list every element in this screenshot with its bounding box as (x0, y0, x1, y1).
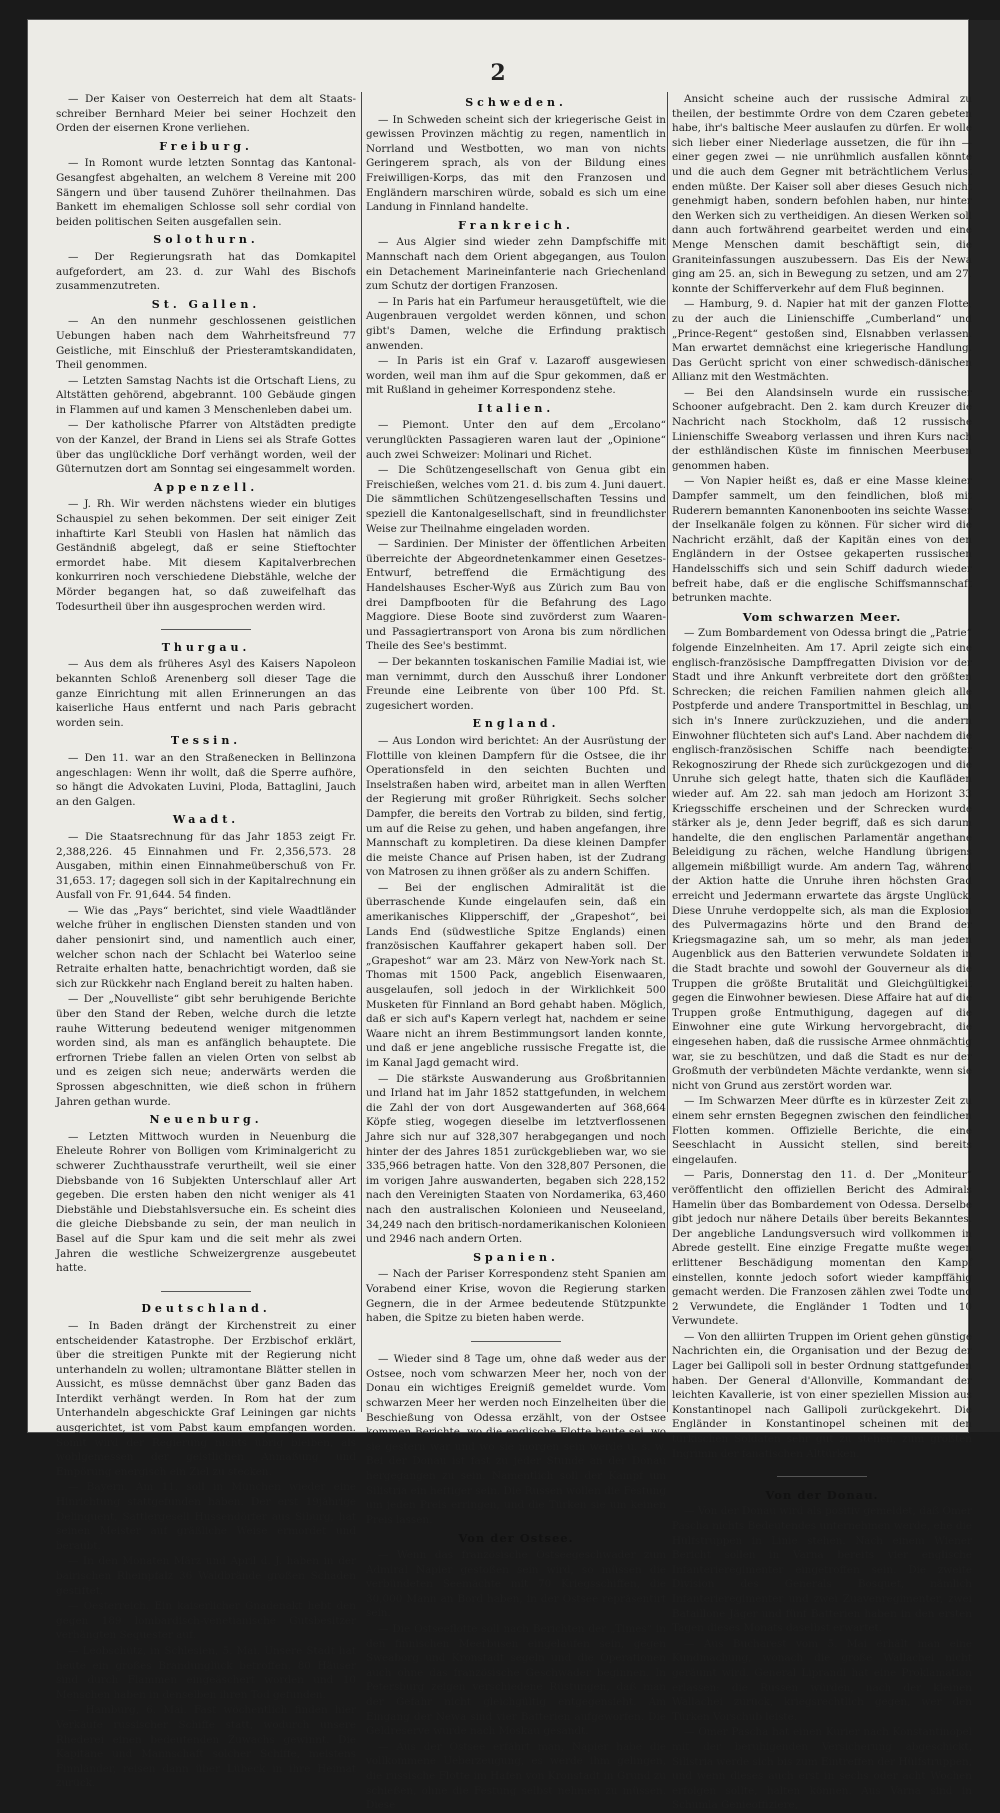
article-paragraph: — Wieder sind 8 Tage um, ohne daß weder aus der Ostsee, noch vom schwarzen Meer her, noch von der Donau ein wichtiges Ereigniß gemeldet wurde. Vom schwarzen Meer her werden noch Einzelheiten über die Beschießung von Odessa erzählt, von der Ostsee kommen Berichte, wo die englische Flotte heute sei, wo sie gestern war und wo sie morgen sein werde u. s. w. Bei der Donau ist fast zu jeder Stunde an der Donau hergegangen zu sein. Namentlich soll der Kampf um Silistria ein heftiger sein. Die Russen wollen die Festung um jeden Preis erringen, und die Türken sie um keinen Preis lassen. (366, 1353, 666, 1526)
article-paragraph: — Hamburg, 9. d. Napier hat mit der ganzen Flotte, zu der auch die Linienschiffe „Cumberland“ und „Prince-Regent“ gestoßen sind, Elsnabben verlassen. Man erwartet demnächst eine kriegerische Handlung. Das Gerücht spricht von einer schwedisch-dänischen Allianz mit den Westmächten. (672, 298, 972, 384)
article-paragraph: — Aus dem als früheres Asyl des Kaisers Napoleon bekannten Schloß Arenenberg soll dieser Tage die ganze Einrichtung mit allen Erinnerungen an das kaiserliche Haus entfernt und nach Paris gebracht worden sein. (56, 658, 356, 729)
section-heading: St. Gallen. (151, 297, 261, 311)
column-right (672, 92, 972, 1812)
section-heading: Italien. (477, 401, 555, 415)
column-middle (366, 92, 666, 1812)
section-heading: Solothurn. (153, 233, 259, 247)
page-number: 2 (490, 60, 506, 86)
article-paragraph: — Bayern. Am 11. soll in München wieder eine Hinrichtung stattgefunden haben. Der erst 19jährige Delinquent, Sattlergesell Hussendörfer aus Siburg, hat seinen Meister auf gräßliche Weise ermordet und beraubt. (56, 1481, 356, 1552)
section-heading: Appenzell. (153, 480, 259, 494)
article-paragraph: — In Paris ist ein Graf v. Lazaroff ausgewiesen worden, weil man ihm auf die Spur gekommen, daß er mit Rußland in geheimer Korrespondenz stehe. (366, 355, 666, 397)
section-heading: Freiburg. (159, 139, 253, 153)
article-paragraph: — Nach der Pariser Korrespondenz steht Spanien am Vorabend einer Krise, wovon die Regierung starken Gegnern, die in der Armee bedeutende Stützpunkte haben, die Spitze zu bieten haben werde. (366, 1268, 666, 1325)
article-paragraph: — Die Ostseeflotte soll nach Berichten der „Times“ in den finnischen Meerbusen eingelaufen sein, gegen Sweaborg und Kronstadt segeln und die Operationen auch ohne das französische Geschwader beginnen. In Petersburg zeigen verschiedene Rüstungen, daß man der Gefahr nicht gleichgültig entgegensieht. Am Eingang der Newa sind vier Batterien aufgeworfen. Die Geldreserve wurde nach Moskau gesandt. (366, 1622, 666, 1738)
article-paragraph: — Bei den Alandsinseln wurde ein russischer Schooner aufgebracht. Den 2. kam durch Kreuzer die Nachricht nach Stockholm, daß 12 russische Linienschiffe Sweaborg verlassen und ihren Kurs nach der esthländischen Küste im finnischen Meerbusen genommen haben. (672, 386, 972, 472)
article-paragraph: — Bei der englischen Admiralität ist die überraschende Kunde eingelaufen sein, daß ein amerikanisches Klipperschiff, der „Grapeshot“, bei Lands End (südwestliche Spitze Englands) einen französischen Kauffahrer gekapert haben soll. Der „Grapeshot“ war am 23. März von New-York nach St. Thomas mit 1500 Pack, angeblich Eisenwaaren, ausgelaufen, soll jedoch in der Wirklichkeit 500 Musketen für Finnland an Bord gehabt haben. Möglich, daß er sich auf's Kapern verlegt hat, nachdem er seine Waare nicht an ihrem Bestimmungsort landen konnte, und daß er jene angebliche russische Fregatte ist, die im Kanal Jagd gemacht wird. (366, 881, 666, 1069)
article-paragraph: — In Schweden scheint sich der kriegerische Geist in gewissen Provinzen mächtig zu regen, namentlich in Norrland und Westbotten, wo man von nichts Geringerem sprach, als von der Bildung eines Freiwilligen-Korps, das mit den Franzosen und Engländern marschiren würde, sobald es sich um eine Landung in Finnland handelte. (366, 113, 666, 214)
section-heading: Tessin. (170, 734, 242, 748)
section-heading: England. (472, 717, 560, 731)
article-paragraph: — Der katholische Pfarrer von Altstädten predigte von der Kanzel, der Brand in Liens sei als Strafe Gottes über das unglückliche Dorf verhängt worden, weil der Güternutzen dort am Sonntag sei eingesammelt worden. (56, 419, 356, 476)
article-paragraph: — Aus Bucharest vom 5. Mai erhält man eine Kundmachung, wonach die große Wallachei nicht geräumt wird. General Liprandi hat eine Proklamation erlassen: die Russen würden, nach der kleinen Wallachei zurück, kriegsrechtlich gegen, wer den Türken Vorschub leiste. (672, 1637, 972, 1723)
section-heading: Vom schwarzen Meer. (742, 609, 902, 624)
article-paragraph: — Paris, Donnerstag den 11. d. Der „Moniteur“ veröffentlicht den offiziellen Bericht des Admirals Hamelin über das Bombardement von Odessa. Derselbe gibt jedoch nur nähere Details über bereits Bekanntes. Der angebliche Landungsversuch wird vollkommen in Abrede gestellt. Eine einzige Fregatte mußte wegen erlittener Beschädigung momentan den Kampf einstellen, konnte jedoch sofort wieder kampffähig gemacht werden. Die Franzosen zählen zwei Todte und 2 Verwundete, die Engländer 1 Todten und 10 Verwundete. (672, 1169, 972, 1328)
article-paragraph: — J. Rh. Wir werden nächstens wieder ein blutiges Schauspiel zu sehen bekommen. Der seit einiger Zeit inhaftirte Karl Steubli von Haslen hat nämlich das Geständniß abgelegt, daß er seine Stieftochter ermordet habe. Mit diesem Kapitalverbrechen konkurriren noch verschiedene Diebstähle, welche der Mörder begangen hat, so daß zuweifelhaft das Todesurtheil über ihn ausgesprochen werden wird. (56, 498, 356, 613)
section-heading: Deutschland. (141, 1302, 271, 1316)
section-divider (366, 1332, 666, 1347)
article-paragraph: — Den 11. war an den Straßenecken in Bellinzona angeschlagen: Wenn ihr wollt, daß die Sperre aufhöre, so hängt die Advokaten Luvini, Ploda, Battaglini, Jauch an den Galgen. (56, 751, 356, 808)
article-paragraph: — Letzten Mittwoch wurden in Neuenburg die Eheleute Rohrer von Bolligen vom Kriminalgericht zu schwerer Zuchthausstrafe verurtheilt, weil sie einer Diebsbande von 16 Subjekten Unterschlauf aller Art gegeben. Die ersten haben den nicht weniger als 41 Diebstähle und Diebstahlsversuche ein. Es scheint dies die gleiche Diebsbande zu sein, der man neulich in Basel auf die Spur kam und die seit mehr als zwei Jahren die westliche Schweizergrenze ausgebeutet hatte. (56, 1130, 356, 1275)
article-paragraph: — Von Napier heißt es, daß er eine Masse kleiner Dampfer sammelt, um den feindlichen, bloß mit Ruderern bemannten Kanonenbooten ins seichte Wasser der Inselkanäle folgen zu können. Für sicher wird die Nachricht erzählt, daß der Kapitän eines von den Engländern in der Ostsee gekaperten russischen Handelsschiffs sich und sein Schiff dadurch wieder befreit habe, daß er die englische Schiffsmannschaft betrunken machte. (672, 475, 972, 605)
article-paragraph: — Aus der Ostsee erfährt man, Napier habe die vollkommene Ueberzeugung, es werde ihm gelingen, die russische Flotte im Hafen von Kronstadt in Grund zu schießen, ohne die Festung selbst nehmen zu müssen. Diese (366, 1740, 666, 1812)
article-paragraph: — In den Monaten März und April d. J. haben in der bairischen Rheinpfalz 36 Waldbrände großen Schaden gestiftet. (56, 1555, 356, 1597)
section-divider (672, 1467, 972, 1482)
article-paragraph: — Wie das „Pays“ berichtet, sind viele Waadtländer welche früher in englischen Diensten standen und von daher pensionirt sind, und namentlich auch einer, welcher schon nach der Schlacht bei Waterloo seine Retraite erhalten hatte, benachrichtigt worden, daß sie sich zur Rückkehr nach England bereit zu halten haben. (56, 904, 356, 990)
section-heading: Thurgau. (161, 640, 251, 654)
article-paragraph: — Sardinien. Der Minister der öffentlichen Arbeiten überreichte der Abgeordnetenkammer einen Gesetzes-Entwurf, betreffend die Ermächtigung des Handelshauses Escher-Wyß aus Zürich zum Bau von drei Dampfbooten für die Befahrung des Lago Maggiore. Diese Boote sind zuvörderst zum Waaren- und Passagiertransport von Arona bis zum nördlichen Theile des See's bestimmt. (366, 538, 666, 653)
section-heading: Waadt. (172, 813, 240, 827)
article-paragraph: — Hamburg, 6. Mai. Fast wöchentlich finden hier Verkäufe russischer Schiffe statt, wodurch unsere Rhederei einen bedeutenden Zuwachs gewinnt. Die Kapitäne und Mannschaft solcher Schiffe, meistens Finnländer, reisen dann über Lübeck in ihre Heimat zurück. (56, 1704, 356, 1790)
article-paragraph: — Von den alliirten Truppen im Orient gehen günstige Nachrichten ein, die Organisation und der Bezug der Lager bei Gallipoli soll in bester Ordnung stattgefunden haben. Der General d'Allonville, Kommandant der leichten Kavallerie, ist von einer speziellen Mission aus Konstantinopel nach Gallipoli zurückgekehrt. Die Engländer in Konstantinopel scheinen mit den türkischen Soldaten sehr gut zu stehen, zum größten Ingrimm der fanatischen Alttürken. (672, 1330, 972, 1460)
article-paragraph: — Der Kaiser von Oesterreich hat dem alt Staats-schreiber Bernhard Meier bei seiner Hochzeit den Orden der eisernen Krone verliehen. (56, 93, 356, 135)
article-paragraph: — Der „Nouvelliste“ gibt sehr beruhigende Berichte über den Stand der Reben, welche durch die letzte rauhe Witterung bedeutend weniger mitgenommen worden sind, als man es anfänglich behauptete. Die erfrornen Triebe fallen an vielen Orten von selbst ab und es zeigen sich neue; anderwärts werden die Sprossen abgeschnitten, wie dieß schon in frühern Jahren gethan wurde. (56, 993, 356, 1108)
article-paragraph: — In Romont wurde letzten Sonntag das Kantonal-Gesangfest abgehalten, an welchem 8 Vereine mit 200 Sängern und über tausend Zuhörer theilnahmen. Das Bankett im ehemaligen Schlosse soll sehr cordial von beiden politischen Seiten ausgefallen sein. (56, 157, 356, 228)
section-heading: Neuenburg. (149, 1113, 263, 1127)
article-paragraph: — Die stärkste Auswanderung aus Großbritannien und Irland hat im Jahr 1852 stattgefunden, in welchem die Zahl der von dort Ausgewanderten auf 368,664 Köpfe stieg, wogegen dieselbe im letztverflossenen Jahre sich nur auf 328,307 herabgegangen und noch hinter der des Jahres 1851 zurückgeblieben war, wo sie 335,966 betragen hatte. Von den 328,807 Personen, die im vorigen Jahre auswanderten, begaben sich 228,152 nach den Vereinigten Staaten von Nordamerika, 63,460 nach den australischen Kolonieen und Neuseeland, 34,249 nach den britisch-nordamerikanischen Kolonieen und 2946 nach andern Orten. (366, 1072, 666, 1246)
article-paragraph: — Im Schwarzen Meer dürfte es in kürzester Zeit zu einem sehr ernsten Begegnen zwischen den feindlichen Flotten kommen. Offizielle Berichte, die eine Seeschlacht in Aussicht stellen, sind bereits eingelaufen. (672, 1095, 972, 1166)
article-paragraph: — In Baden drängt der Kirchenstreit zu einer entscheidender Katastrophe. Der Erzbischof erklärt, über die streitigen Punkte mit der Regierung nicht unterhandeln zu wollen; ultramontane Blätter stellen in Aussicht, es müsse demnächst über ganz Baden das Interdikt verhängt werden. In Rom hat der zum Unterhandeln abgeschickte Graf Leiningen gar nichts ausgerichtet, ist vom Pabst kaum empfangen worden. Somit wird der Regierung nichts übrig bleiben, als wohlgemessen der geistlichen Anmaßung und Empörung energisch ein Ziel zu stecken. (56, 1319, 356, 1478)
article-paragraph: — In Paris hat ein Parfumeur herausgetüftelt, wie die Augenbrauen vergoldet werden können, und schon gibt's Damen, welche die Erfindung praktisch anwenden. (366, 295, 666, 352)
article-paragraph: — Aus London wird berichtet: An der Ausrüstung der Flottille von kleinen Dampfern für die Ostsee, die ihr Operationsfeld in den seichten Buchten und Inselstraßen haben wird, arbeitet man in allen Werften der Regierung mit großer Rührigkeit. Sechs solcher Dampfer, die bereits den Vortrab zu bilden, sind fertig, um auf die Reise zu gehen, und haben angefangen, ihre Mannschaft zu kompletiren. Da diese kleinen Dampfer die meiste Chance auf Prisen haben, ist der Zudrang von Matrosen zu ihnen größer als zu andern Schiffen. (366, 734, 666, 879)
article-paragraph: — Die Staatsrechnung für das Jahr 1853 zeigt Fr. 2,388,226. 45 Einnahmen und Fr. 2,356,573. 28 Ausgaben, mithin einen Einnahmeüberschuß von Fr. 31,653. 17; dagegen soll sich in der Kapitalrechnung ein Ausfall von Fr. 91,644. 54 finden. (56, 830, 356, 902)
article-paragraph: — Wenn das französische Ostseegeschwader zum Admiral Napier gestoßen sein wird, so müssen die verbündeten Seemächte mit 70 Kriegsschiffen, die 30,000 Mann an Bord haben, in der Ostsee repräsentirt sein. (366, 1549, 666, 1620)
article-paragraph: — Omer Pascha hat einen Kurier nach Konstantinopel mit der beruhigenden Versicherung abgeschickt, Silistria werde sich bis zum Eintreffen der Hülfstruppen, und wenn dieses auch erst in sechs oder acht Wochen erfolgen sollte, halten können. Aus Varna sind in Schumla Genieoffiziere, (672, 1726, 972, 1812)
article-paragraph: — An den nunmehr geschlossenen geistlichen Uebungen haben nach dem Wahrheitsfreund 77 Geistliche, mit Einschluß der Priesteramtskandidaten, Theil genommen. (56, 315, 356, 372)
column-rule (667, 92, 668, 1412)
section-heading: Spanien. (473, 1250, 559, 1264)
column-left (56, 92, 356, 1790)
article-paragraph: — Oesterreich. Ein kaiserlicher Gnadenakt hebt den gegen 189 lombardisch-venetianische Gutsbesitzer verhängten Sequester auf. (56, 1600, 356, 1642)
section-divider (56, 620, 356, 635)
article-paragraph: — Von der Donau wird als positiv gemeldet, daß Omer Pascha nichts Bedeutendes unternehmen werde, ehe die Hülfstruppen in Linie stehen. Nach einem Wiener Bericht sollen in Varna bereits vier englische Infanterieregimenter eingetroffen sein. Die zweite Division des Generals Bosquet, nämlich Infanterieregimenter und zwei Zuavenregimenter, zwei Bataillone Jäger und fünf Batterien haben in den ersten Tagen dieses Monats daselbst erwartet. (672, 1505, 972, 1635)
article-paragraph: — Der Regierungsrath hat das Domkapitel aufgefordert, am 23. d. zur Wahl des Bischofs zusammenzutreten. (56, 250, 356, 293)
article-paragraph: — Die Schützengesellschaft von Genua gibt ein Freischießen, welches vom 21. d. bis zum 4. Juni dauert. Die sämmtlichen Schützengesellschaften Tessins und speziell die Kantonalgesellschaft, sind in freundlichster Weise zur Theilnahme eingeladen worden. (366, 464, 666, 535)
article-paragraph: — Leobschütz, in Schlesien, 5. Mai. Unsere Stadt hat heute ein großes Brandunglück betroffen. 80 Häuser sind durch Flammen eingeäschert worden und 10 Menschen haben in denselben ihren Tod gefunden. (56, 1644, 356, 1701)
column-rule (361, 92, 362, 1412)
article-paragraph: — Zum Bombardement von Odessa bringt die „Patrie“ folgende Einzelnheiten. Am 17. April zeigte sich eine englisch-französische Dampffregatten Division vor der Stadt und ihre Ankunft verbreitete dort den größten Schrecken; die reichen Familien nahmen gleich alle Postpferde und andere Transportmittel in Beschlag, um sich in's Innere zurückzuziehen, und die andern Einwohner flüchteten sich auf's Land. Aber nachdem die englisch-französischen Schiffe nach beendigter Rekognoszirung der Rhede sich zurückgezogen und die Unruhe sich gelegt hatte, thaten sich die Kaufläden wieder auf. Am 22. sah man jedoch am Horizont 33 Kriegsschiffe erscheinen und der Schrecken wurde stärker als je, denn Jeder begriff, daß es sich darum handelte, die den englischen Parlamentär angethane Beleidigung zu rächen, welche Handlung übrigens allgemein mißbilligt wurde. Am andern Tag, während der Aktion hatte die Unruhe ihren höchsten Grad erreicht und Jedermann erwartete das ärgste Unglück. Diese Unruhe verdoppelte sich, als man die Explosion des Pulvermagazins hörte und den Brand der Kriegsmagazine sah, um so mehr, als man jeden Augenblick aus den Batterien verwundete Soldaten in die Stadt brachte und sowohl der Gouverneur als die Truppen die größte Brutalität und Gleichgültigkeit gegen die Einwohner bewiesen. Diese Affaire hat auf die Truppen große Entmuthigung, dagegen auf die Einwohner eine gute Wirkung hervorgebracht, die eingesehen haben, daß die russische Armee ohnmächtig war, sie zu beschützen, und daß die Stadt es nur der Großmuth der verbündeten Mächte verdankte, wenn sie nicht von Grund aus zerstört worden war. (672, 627, 972, 1092)
section-heading: Frankreich. (458, 218, 574, 232)
article-paragraph: — Aus Algier sind wieder zehn Dampfschiffe mit Mannschaft nach dem Orient abgegangen, aus Toulon ein Detachement Marineinfanterie nach Griechenland zum Schutz der dortigen Franzosen. (366, 236, 666, 293)
section-divider (56, 1282, 356, 1297)
page-edge-shadow (970, 20, 1000, 1432)
article-paragraph: — Piemont. Unter den auf dem „Ercolano“ verunglückten Passagieren waren laut der „Opinione“ auch zwei Schweizer: Molinari und Richet. (366, 419, 666, 461)
section-heading: Von der Donau. (765, 1487, 879, 1502)
article-paragraph: — Der bekannten toskanischen Familie Madiai ist, wie man vernimmt, durch den Ausschuß ihrer Londoner Freunde eine Leibrente von über 100 Pfd. St. zugesichert worden. (366, 655, 666, 712)
article-paragraph: Ansicht scheine auch der russische Admiral zu theilen, der bestimmte Ordre von dem Czaren gebeten habe, ihr's baltische Meer auslaufen zu dürfen. Er wolle sich lieber einer Niederlage aussetzen, die für ihn — einer gegen zwei — nie unrühmlich ausfallen könnte und die auch dem Gegner mit beträchtlichem Verlust enden müßte. Der Kaiser soll aber dieses Gesuch nicht genehmigt haben, sondern befohlen haben, nur hinter den Werken sich zu vertheidigen. An diesen Werken soll dann auch fortwährend gearbeitet werden und eine Menge Menschen damit beschäftigt sein, die Graniteinfassungen auszubessern. Das Eis der Newa ging am 25. an, sich in Bewegung zu setzen, und am 27. konnte der Schifferverkehr auf dem Fluß beginnen. (672, 93, 972, 295)
section-heading: Schweden. (465, 96, 567, 109)
article-paragraph: — Letzten Samstag Nachts ist die Ortschaft Liens, zu Altstätten gehörend, abgebrannt. 100 Gebäude gingen in Flammen auf und kamen 3 Menschenleben dabei um. (56, 374, 356, 416)
section-heading: Von der Ostsee. (458, 1531, 574, 1546)
